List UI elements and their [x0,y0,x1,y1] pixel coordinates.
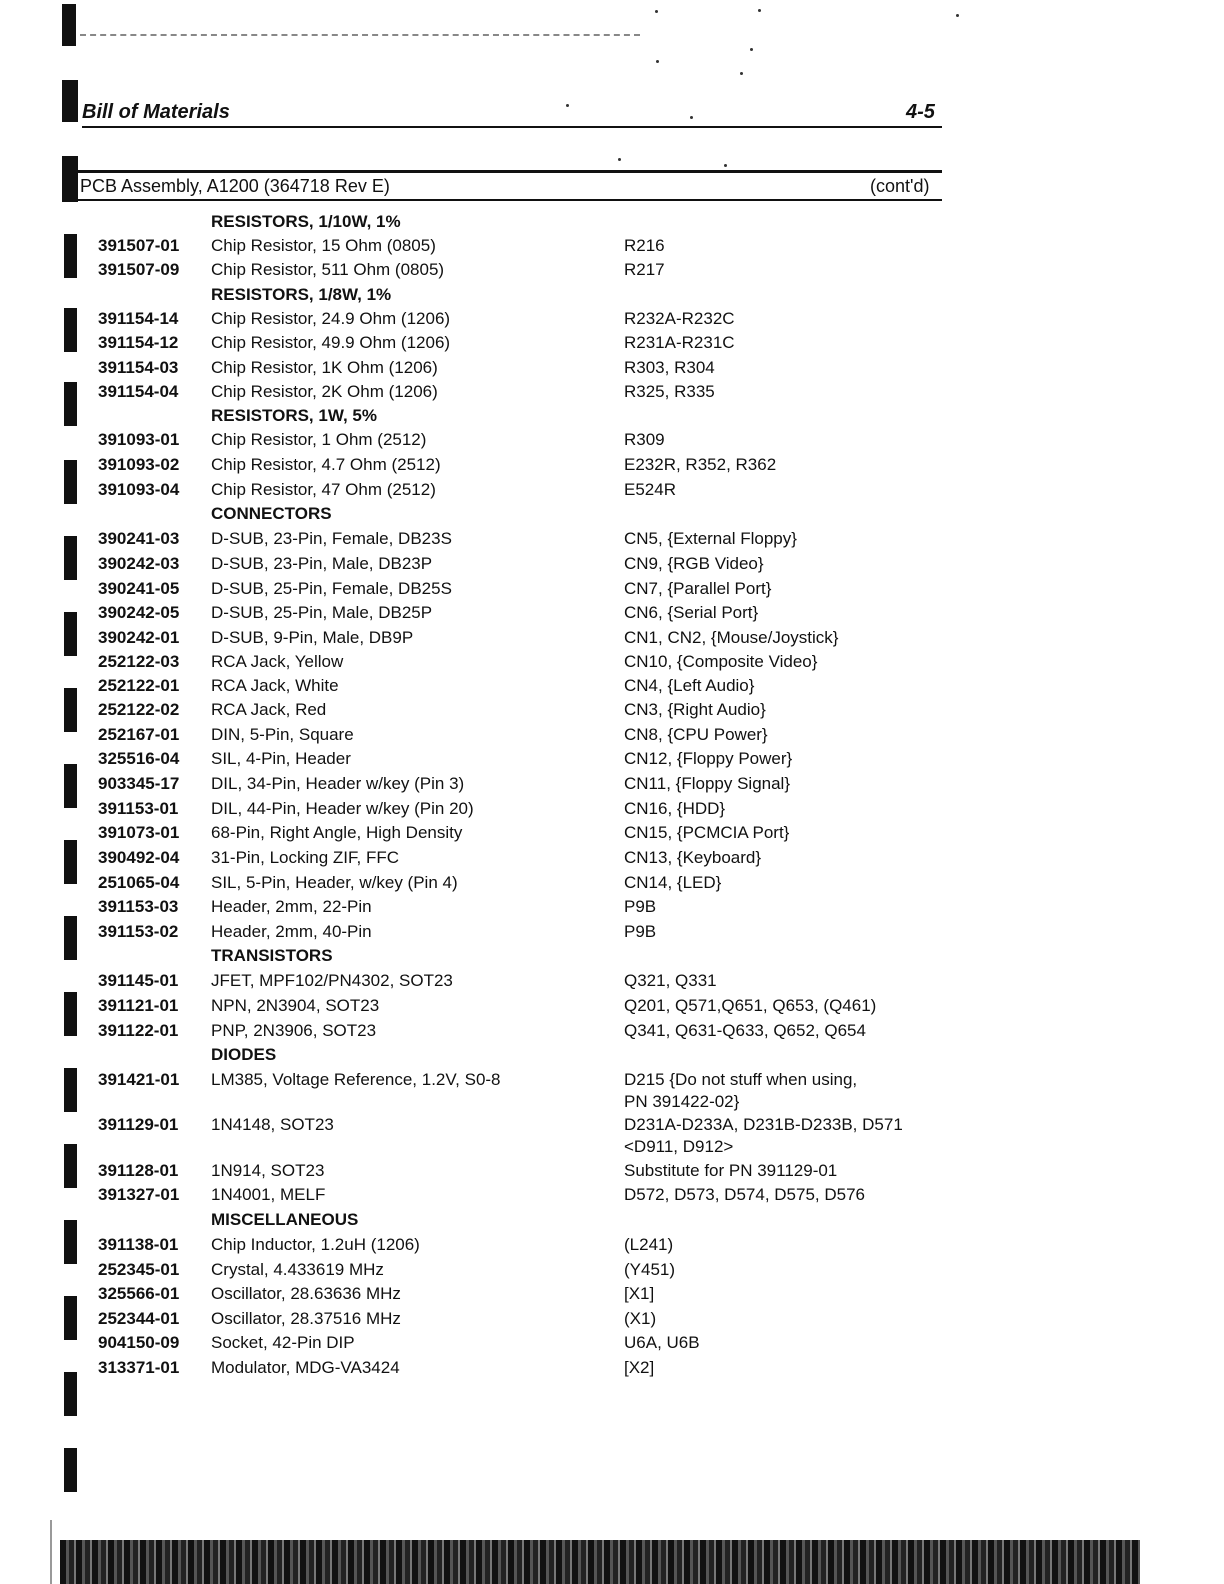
part-number: 252122-03 [98,652,180,671]
part-number: 391153-02 [98,922,179,941]
bom-row [0,971,1224,995]
bom-row [0,579,1224,603]
part-description: Chip Resistor, 511 Ohm (0805) [211,260,445,279]
category-heading [0,504,1224,528]
reference-designator: CN4, {Left Audio} [624,676,755,695]
part-description: D-SUB, 25-Pin, Male, DB25P [211,603,433,622]
part-number: 391154-04 [98,382,179,401]
scan-speck [655,10,658,13]
part-number: 325516-04 [98,749,180,768]
part-description: SIL, 5-Pin, Header, w/key (Pin 4) [211,873,458,892]
part-number: 903345-17 [98,774,180,793]
part-description: 1N4001, MELF [211,1185,326,1204]
bom-row [0,309,1224,333]
category-label: MISCELLANEOUS [211,1210,359,1229]
reference-designator: CN9, {RGB Video} [624,554,764,573]
part-description: LM385, Voltage Reference, 1.2V, S0-8 [211,1070,501,1089]
bom-row [0,652,1224,676]
bom-row [0,1333,1224,1357]
part-number: 391121-01 [98,996,179,1015]
category-heading [0,1045,1224,1069]
bom-row [0,1070,1224,1116]
part-number: 391507-01 [98,236,180,255]
reference-designator: P9B [624,897,657,916]
bom-row [0,333,1224,357]
reference-designator: Q321, Q331 [624,971,717,990]
scan-speck [724,164,727,167]
part-number: 252345-01 [98,1260,180,1279]
bom-row [0,922,1224,946]
part-number: 391153-01 [98,799,179,818]
reference-designator: R325, R335 [624,382,715,401]
part-number: 391154-03 [98,358,179,377]
part-number: 391154-12 [98,333,179,352]
reference-designator: CN7, {Parallel Port} [624,579,772,598]
reference-designator: CN1, CN2, {Mouse/Joystick} [624,628,839,647]
part-number: 390242-03 [98,554,180,573]
part-description: Oscillator, 28.37516 MHz [211,1309,401,1328]
bom-row [0,1161,1224,1185]
category-label: DIODES [211,1045,277,1064]
header-rule [82,126,942,128]
change-bar [64,1448,77,1492]
page-number: 4-5 [906,101,935,123]
part-description: 1N4148, SOT23 [211,1115,334,1134]
reference-designator: CN15, {PCMCIA Port} [624,823,790,842]
scan-speck [656,60,659,63]
bom-row [0,1309,1224,1333]
bom-row [0,603,1224,627]
part-number: 390242-01 [98,628,180,647]
reference-designator: R216 [624,236,665,255]
section-rule-bottom [78,199,942,201]
category-heading [0,406,1224,430]
part-description: Modulator, MDG-VA3424 [211,1358,400,1377]
reference-designator: E232R, R352, R362 [624,455,777,474]
reference-designator: CN14, {LED} [624,873,722,892]
part-description: Chip Resistor, 1K Ohm (1206) [211,358,438,377]
part-number: 391129-01 [98,1115,179,1134]
document-title: Bill of Materials [82,101,230,123]
reference-designator: (Y451) [624,1260,676,1279]
bom-row [0,628,1224,652]
bom-row [0,1185,1224,1209]
scan-mark [62,4,76,46]
category-label: TRANSISTORS [211,946,333,965]
scan-speck [740,72,743,75]
header-bar-mark [62,80,78,122]
part-number: 391073-01 [98,823,180,842]
reference-designator: U6A, U6B [624,1333,700,1352]
part-description: D-SUB, 9-Pin, Male, DB9P [211,628,414,647]
section-title: PCB Assembly, A1200 (364718 Rev E) [80,176,390,196]
part-description: Chip Resistor, 2K Ohm (1206) [211,382,438,401]
reference-designator: R217 [624,260,665,279]
part-description: 68-Pin, Right Angle, High Density [211,823,463,842]
bom-row [0,700,1224,724]
reference-designator-cont: PN 391422-02} [624,1092,740,1111]
category-heading [0,1210,1224,1234]
part-description: 31-Pin, Locking ZIF, FFC [211,848,400,867]
category-heading [0,946,1224,970]
part-description: DIL, 44-Pin, Header w/key (Pin 20) [211,799,474,818]
scan-speck [750,48,753,51]
part-description: D-SUB, 25-Pin, Female, DB25S [211,579,452,598]
part-number: 391093-01 [98,430,180,449]
category-heading [0,285,1224,309]
part-number: 391153-03 [98,897,179,916]
bom-row [0,725,1224,749]
bom-row [0,430,1224,454]
part-description: Chip Resistor, 24.9 Ohm (1206) [211,309,451,328]
reference-designator: P9B [624,922,657,941]
part-number: 390242-05 [98,603,180,622]
part-number: 390241-03 [98,529,180,548]
bom-row [0,554,1224,578]
part-description: RCA Jack, Red [211,700,327,719]
part-number: 391138-01 [98,1235,179,1254]
part-description: D-SUB, 23-Pin, Male, DB23P [211,554,433,573]
part-description: DIN, 5-Pin, Square [211,725,354,744]
bom-row [0,1235,1224,1259]
reference-designator: (X1) [624,1309,657,1328]
part-number: 391093-02 [98,455,180,474]
part-description: Crystal, 4.433619 MHz [211,1260,384,1279]
part-description: SIL, 4-Pin, Header [211,749,351,768]
bom-row [0,749,1224,773]
section-bar-mark [62,156,78,202]
bom-row [0,529,1224,553]
reference-designator: Q201, Q571,Q651, Q653, (Q461) [624,996,877,1015]
part-description: Chip Resistor, 49.9 Ohm (1206) [211,333,451,352]
reference-designator: CN13, {Keyboard} [624,848,762,867]
reference-designator: CN16, {HDD} [624,799,726,818]
bom-row [0,1115,1224,1161]
reference-designator: [X1] [624,1284,655,1303]
bom-row [0,774,1224,798]
part-number: 252167-01 [98,725,180,744]
part-number: 391507-09 [98,260,180,279]
reference-designator: CN11, {Floppy Signal} [624,774,791,793]
part-description: NPN, 2N3904, SOT23 [211,996,380,1015]
reference-designator: CN6, {Serial Port} [624,603,759,622]
scan-speck [956,14,959,17]
part-number: 313371-01 [98,1358,180,1377]
reference-designator: CN5, {External Floppy} [624,529,797,548]
reference-designator: CN8, {CPU Power} [624,725,768,744]
bom-row [0,455,1224,479]
category-label: RESISTORS, 1W, 5% [211,406,377,425]
scan-speck [690,116,693,119]
reference-designator: R309 [624,430,665,449]
part-description: 1N914, SOT23 [211,1161,325,1180]
category-label: RESISTORS, 1/10W, 1% [211,212,401,231]
reference-designator: [X2] [624,1358,655,1377]
bom-row [0,1358,1224,1382]
part-number: 252122-01 [98,676,180,695]
part-description: RCA Jack, White [211,676,339,695]
reference-designator-cont: <D911, D912> [624,1137,734,1156]
part-number: 391154-14 [98,309,179,328]
part-description: Header, 2mm, 40-Pin [211,922,372,941]
part-description: PNP, 2N3906, SOT23 [211,1021,377,1040]
scan-noise-bottom [60,1540,1140,1584]
reference-designator: R232A-R232C [624,309,735,328]
bom-row [0,1284,1224,1308]
part-number: 391421-01 [98,1070,180,1089]
part-number: 391327-01 [98,1185,180,1204]
part-description: Header, 2mm, 22-Pin [211,897,372,916]
reference-designator: CN3, {Right Audio} [624,700,766,719]
part-description: Chip Resistor, 1 Ohm (2512) [211,430,427,449]
reference-designator: E524R [624,480,676,499]
section-rule-top [78,170,942,173]
part-number: 391128-01 [98,1161,179,1180]
reference-designator: Substitute for PN 391129-01 [624,1161,838,1180]
bom-row [0,236,1224,260]
scan-edge [50,1520,52,1584]
bom-row [0,996,1224,1020]
reference-designator: D215 {Do not stuff when using, [624,1070,858,1089]
bom-row [0,480,1224,504]
reference-designator: D231A-D233A, D231B-D233B, D571 [624,1115,903,1134]
bom-row [0,848,1224,872]
part-description: Chip Inductor, 1.2uH (1206) [211,1235,420,1254]
part-description: Chip Resistor, 4.7 Ohm (2512) [211,455,441,474]
category-label: RESISTORS, 1/8W, 1% [211,285,392,304]
part-number: 391145-01 [98,971,179,990]
category-heading [0,212,1224,236]
part-number: 391093-04 [98,480,180,499]
scan-dash-line [80,34,640,36]
part-number: 251065-04 [98,873,180,892]
scan-speck [618,158,621,161]
bom-row [0,1021,1224,1045]
part-description: JFET, MPF102/PN4302, SOT23 [211,971,453,990]
part-description: Oscillator, 28.63636 MHz [211,1284,401,1303]
bom-row [0,897,1224,921]
bom-row [0,676,1224,700]
bom-row [0,260,1224,284]
part-number: 252122-02 [98,700,180,719]
reference-designator: CN10, {Composite Video} [624,652,818,671]
part-number: 904150-09 [98,1333,180,1352]
reference-designator: R303, R304 [624,358,715,377]
part-description: D-SUB, 23-Pin, Female, DB23S [211,529,452,548]
reference-designator: R231A-R231C [624,333,735,352]
part-description: Chip Resistor, 15 Ohm (0805) [211,236,436,255]
part-number: 252344-01 [98,1309,180,1328]
reference-designator: Q341, Q631-Q633, Q652, Q654 [624,1021,866,1040]
reference-designator: (L241) [624,1235,674,1254]
part-description: Socket, 42-Pin DIP [211,1333,355,1352]
bom-row [0,382,1224,406]
part-number: 390492-04 [98,848,180,867]
bom-row [0,873,1224,897]
category-label: CONNECTORS [211,504,332,523]
reference-designator: D572, D573, D574, D575, D576 [624,1185,865,1204]
section-continued: (cont'd) [870,176,930,196]
part-number: 391122-01 [98,1021,179,1040]
part-number: 325566-01 [98,1284,180,1303]
part-description: Chip Resistor, 47 Ohm (2512) [211,480,436,499]
part-description: DIL, 34-Pin, Header w/key (Pin 3) [211,774,465,793]
bom-row [0,799,1224,823]
part-number: 390241-05 [98,579,180,598]
bom-row [0,358,1224,382]
part-description: RCA Jack, Yellow [211,652,344,671]
bom-row [0,1260,1224,1284]
scan-speck [566,104,569,107]
scan-speck [758,9,761,12]
bom-row [0,823,1224,847]
reference-designator: CN12, {Floppy Power} [624,749,793,768]
